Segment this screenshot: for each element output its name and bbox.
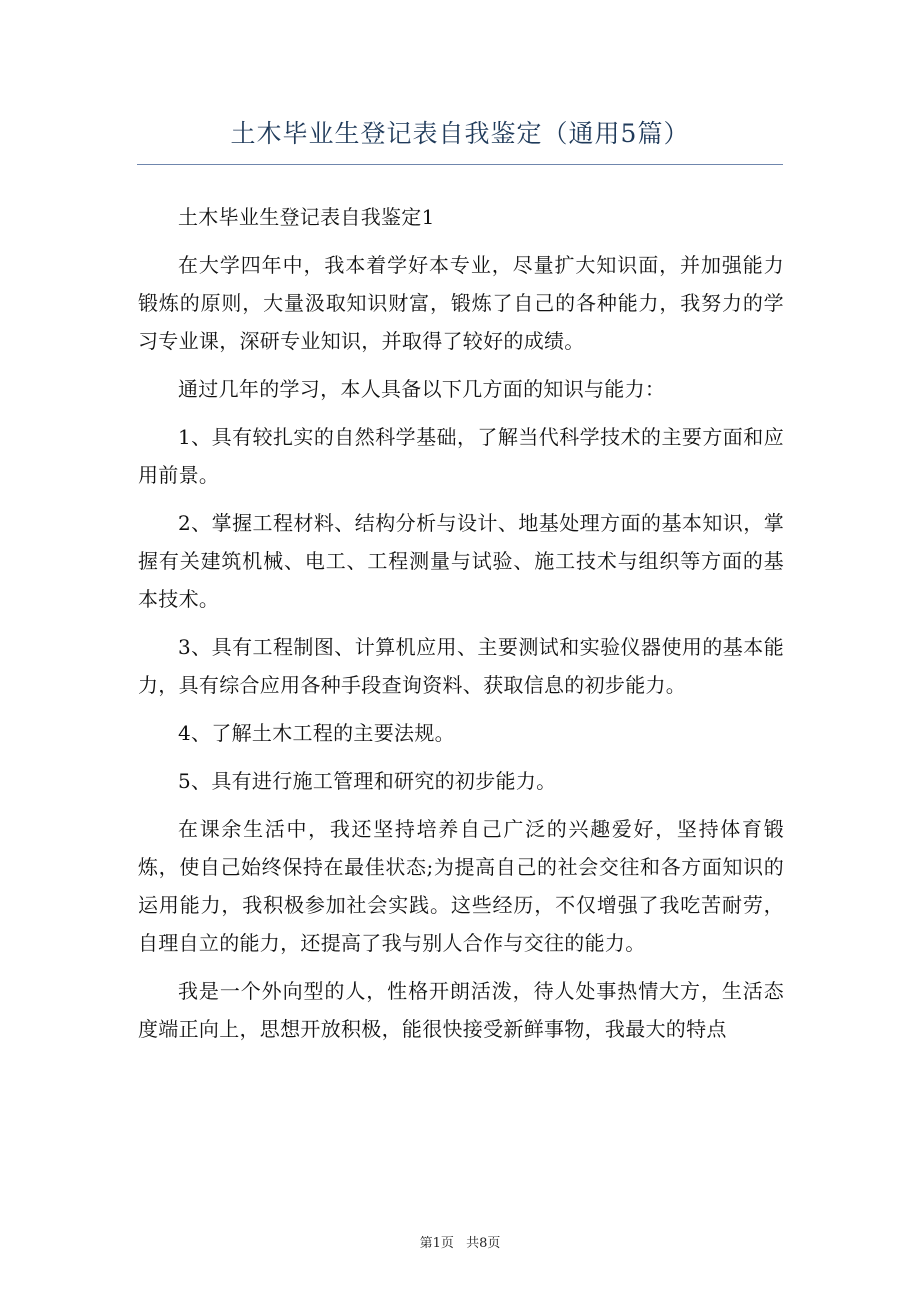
paragraph: 在课余生活中，我还坚持培养自己广泛的兴趣爱好，坚持体育锻炼，使自己始终保持在最佳状态;为提高自己的社会交往和各方面知识的运用能力，我积极参加社会实践。这些经历，不仅增强了我吃苦耐劳，自理自立的能力，还提高了我与别人合作与交往的能力。: [138, 817, 784, 955]
paragraph: 我是一个外向型的人，性格开朗活泼，待人处事热情大方，生活态度端正向上，思想开放积极，能很快接受新鲜事物，我最大的特点: [138, 979, 784, 1041]
page-total: 共8页: [466, 1236, 501, 1251]
document-body: [138, 198, 784, 1058]
page-footer: [0, 1232, 920, 1251]
list-item: 1、具有较扎实的自然科学基础，了解当代科学技术的主要方面和应用前景。: [138, 425, 784, 487]
list-item: 3、具有工程制图、计算机应用、主要测试和实验仪器使用的基本能力，具有综合应用各种手段查询资料、获取信息的初步能力。: [138, 635, 784, 697]
list-item: 2、掌握工程材料、结构分析与设计、地基处理方面的基本知识，掌握有关建筑机械、电工、工程测量与试验、施工技术与组织等方面的基本技术。: [138, 511, 784, 611]
list-item: 5、具有进行施工管理和研究的初步能力。: [178, 769, 557, 793]
page-number: 第1页: [419, 1236, 454, 1251]
list-item: 4、了解土木工程的主要法规。: [178, 721, 455, 745]
section-heading: 土木毕业生登记表自我鉴定1: [178, 205, 435, 229]
paragraph: 在大学四年中，我本着学好本专业，尽量扩大知识面，并加强能力锻炼的原则，大量汲取知识财富，锻炼了自己的各种能力，我努力的学习专业课，深研专业知识，并取得了较好的成绩。: [138, 253, 784, 353]
page-title: 土木毕业生登记表自我鉴定（通用5篇）: [230, 119, 690, 148]
paragraph: 通过几年的学习，本人具备以下几方面的知识与能力：: [178, 377, 666, 401]
title-divider: [137, 164, 783, 165]
